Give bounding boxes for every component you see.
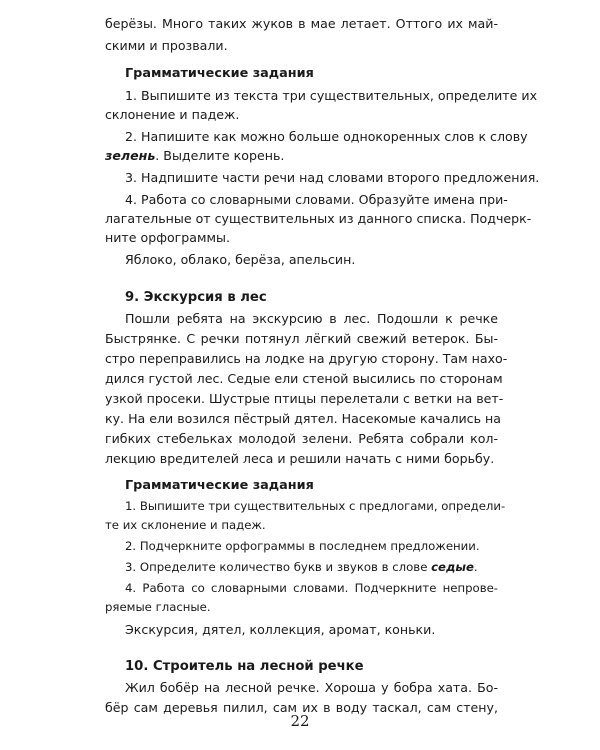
- tasks-1-word-list: Яблоко, облако, берёза, апельсин.: [125, 252, 356, 267]
- tasks-1-item-4-line-3: ните орфограммы.: [105, 230, 230, 245]
- tasks-2-item-1-line-1: 1. Выпишите три существительных с предлогами, определи-: [125, 499, 506, 513]
- section-10-line-2: бёр сам деревья пилил, сам их в воду таскал, сам стену,: [105, 700, 498, 715]
- section-9-line-1: Пошли ребята на экскурсию в лес. Подошли к речке: [125, 311, 498, 326]
- section-10-title: 10. Строитель на лесной речке: [125, 659, 364, 674]
- section-9-title: 9. Экскурсия в лес: [125, 290, 267, 305]
- tasks-2-heading: Грамматические задания: [125, 478, 314, 493]
- section-9-line-7: гибких стебельках молодой зелени. Ребята собрали кол-: [105, 431, 498, 446]
- tasks-1-item-1-line-1: 1. Выпишите из текста три существительных, определите их: [125, 88, 538, 103]
- tasks-2-item-3-period: .: [473, 560, 478, 574]
- section-9-line-3: стро переправились на лодке на другую сторону. Там нахо-: [105, 351, 508, 366]
- tasks-2-item-1-line-2: те их склонение и падеж.: [105, 518, 266, 532]
- tasks-1-item-2-rest: . Выделите корень.: [155, 148, 285, 163]
- section-9-line-6: ку. На ели возился пёстрый дятел. Насекомые качались на: [105, 411, 501, 426]
- page-number: 22: [290, 712, 310, 730]
- tasks-2-item-3-text: 3. Определите количество букв и звуков в слове: [125, 560, 432, 574]
- tasks-2-item-3: [105, 558, 498, 577]
- section-9-line-8: лекцию вредителей леса и решили начать с ними борьбу.: [105, 451, 495, 466]
- tasks-1-heading: Грамматические задания: [125, 66, 314, 81]
- keyword-sedye: седые: [431, 560, 474, 574]
- tasks-1-item-1-line-2: склонение и падеж.: [105, 107, 240, 122]
- tasks-2-item-4-line-1: 4. Работа со словарными словами. Подчеркните непрове-: [125, 581, 498, 595]
- section-9-line-2: Быстрянке. С речки потянул лёгкий свежий ветерок. Бы-: [105, 331, 498, 346]
- section-9-line-5: узкой просеки. Шустрые птицы перелетали с ветки на вет-: [105, 391, 504, 406]
- section-10-line-1: Жил бобёр на лесной речке. Хороша у бобра хата. Бо-: [125, 680, 498, 695]
- tasks-1-item-2-line-1: 2. Напишите как можно больше однокоренных слов к слову: [125, 129, 528, 144]
- tasks-2-word-list: Экскурсия, дятел, коллекция, аромат, коньки.: [125, 622, 436, 637]
- tasks-1-item-2-line-2: [105, 146, 498, 165]
- tasks-1-item-4-line-1: 4. Работа со словарными словами. Образуйте имена при-: [125, 192, 508, 207]
- tasks-2-item-4-line-2: ряемые гласные.: [105, 600, 211, 614]
- keyword-zelen: зелень: [105, 148, 156, 163]
- tasks-1-item-4-line-2: лагательные от существительных из данного списка. Подчерк-: [105, 211, 532, 226]
- intro-line-2: скими и прозвали.: [105, 38, 228, 53]
- intro-line-1: берёзы. Много таких жуков в мае летает. Оттого их май-: [105, 16, 498, 31]
- tasks-2-item-2: 2. Подчеркните орфограммы в последнем предложении.: [125, 539, 480, 553]
- tasks-1-item-3: 3. Надпишите части речи над словами второго предложения.: [125, 170, 540, 185]
- section-9-line-4: дился густой лес. Седые ели стеной высились по сторонам: [105, 371, 503, 386]
